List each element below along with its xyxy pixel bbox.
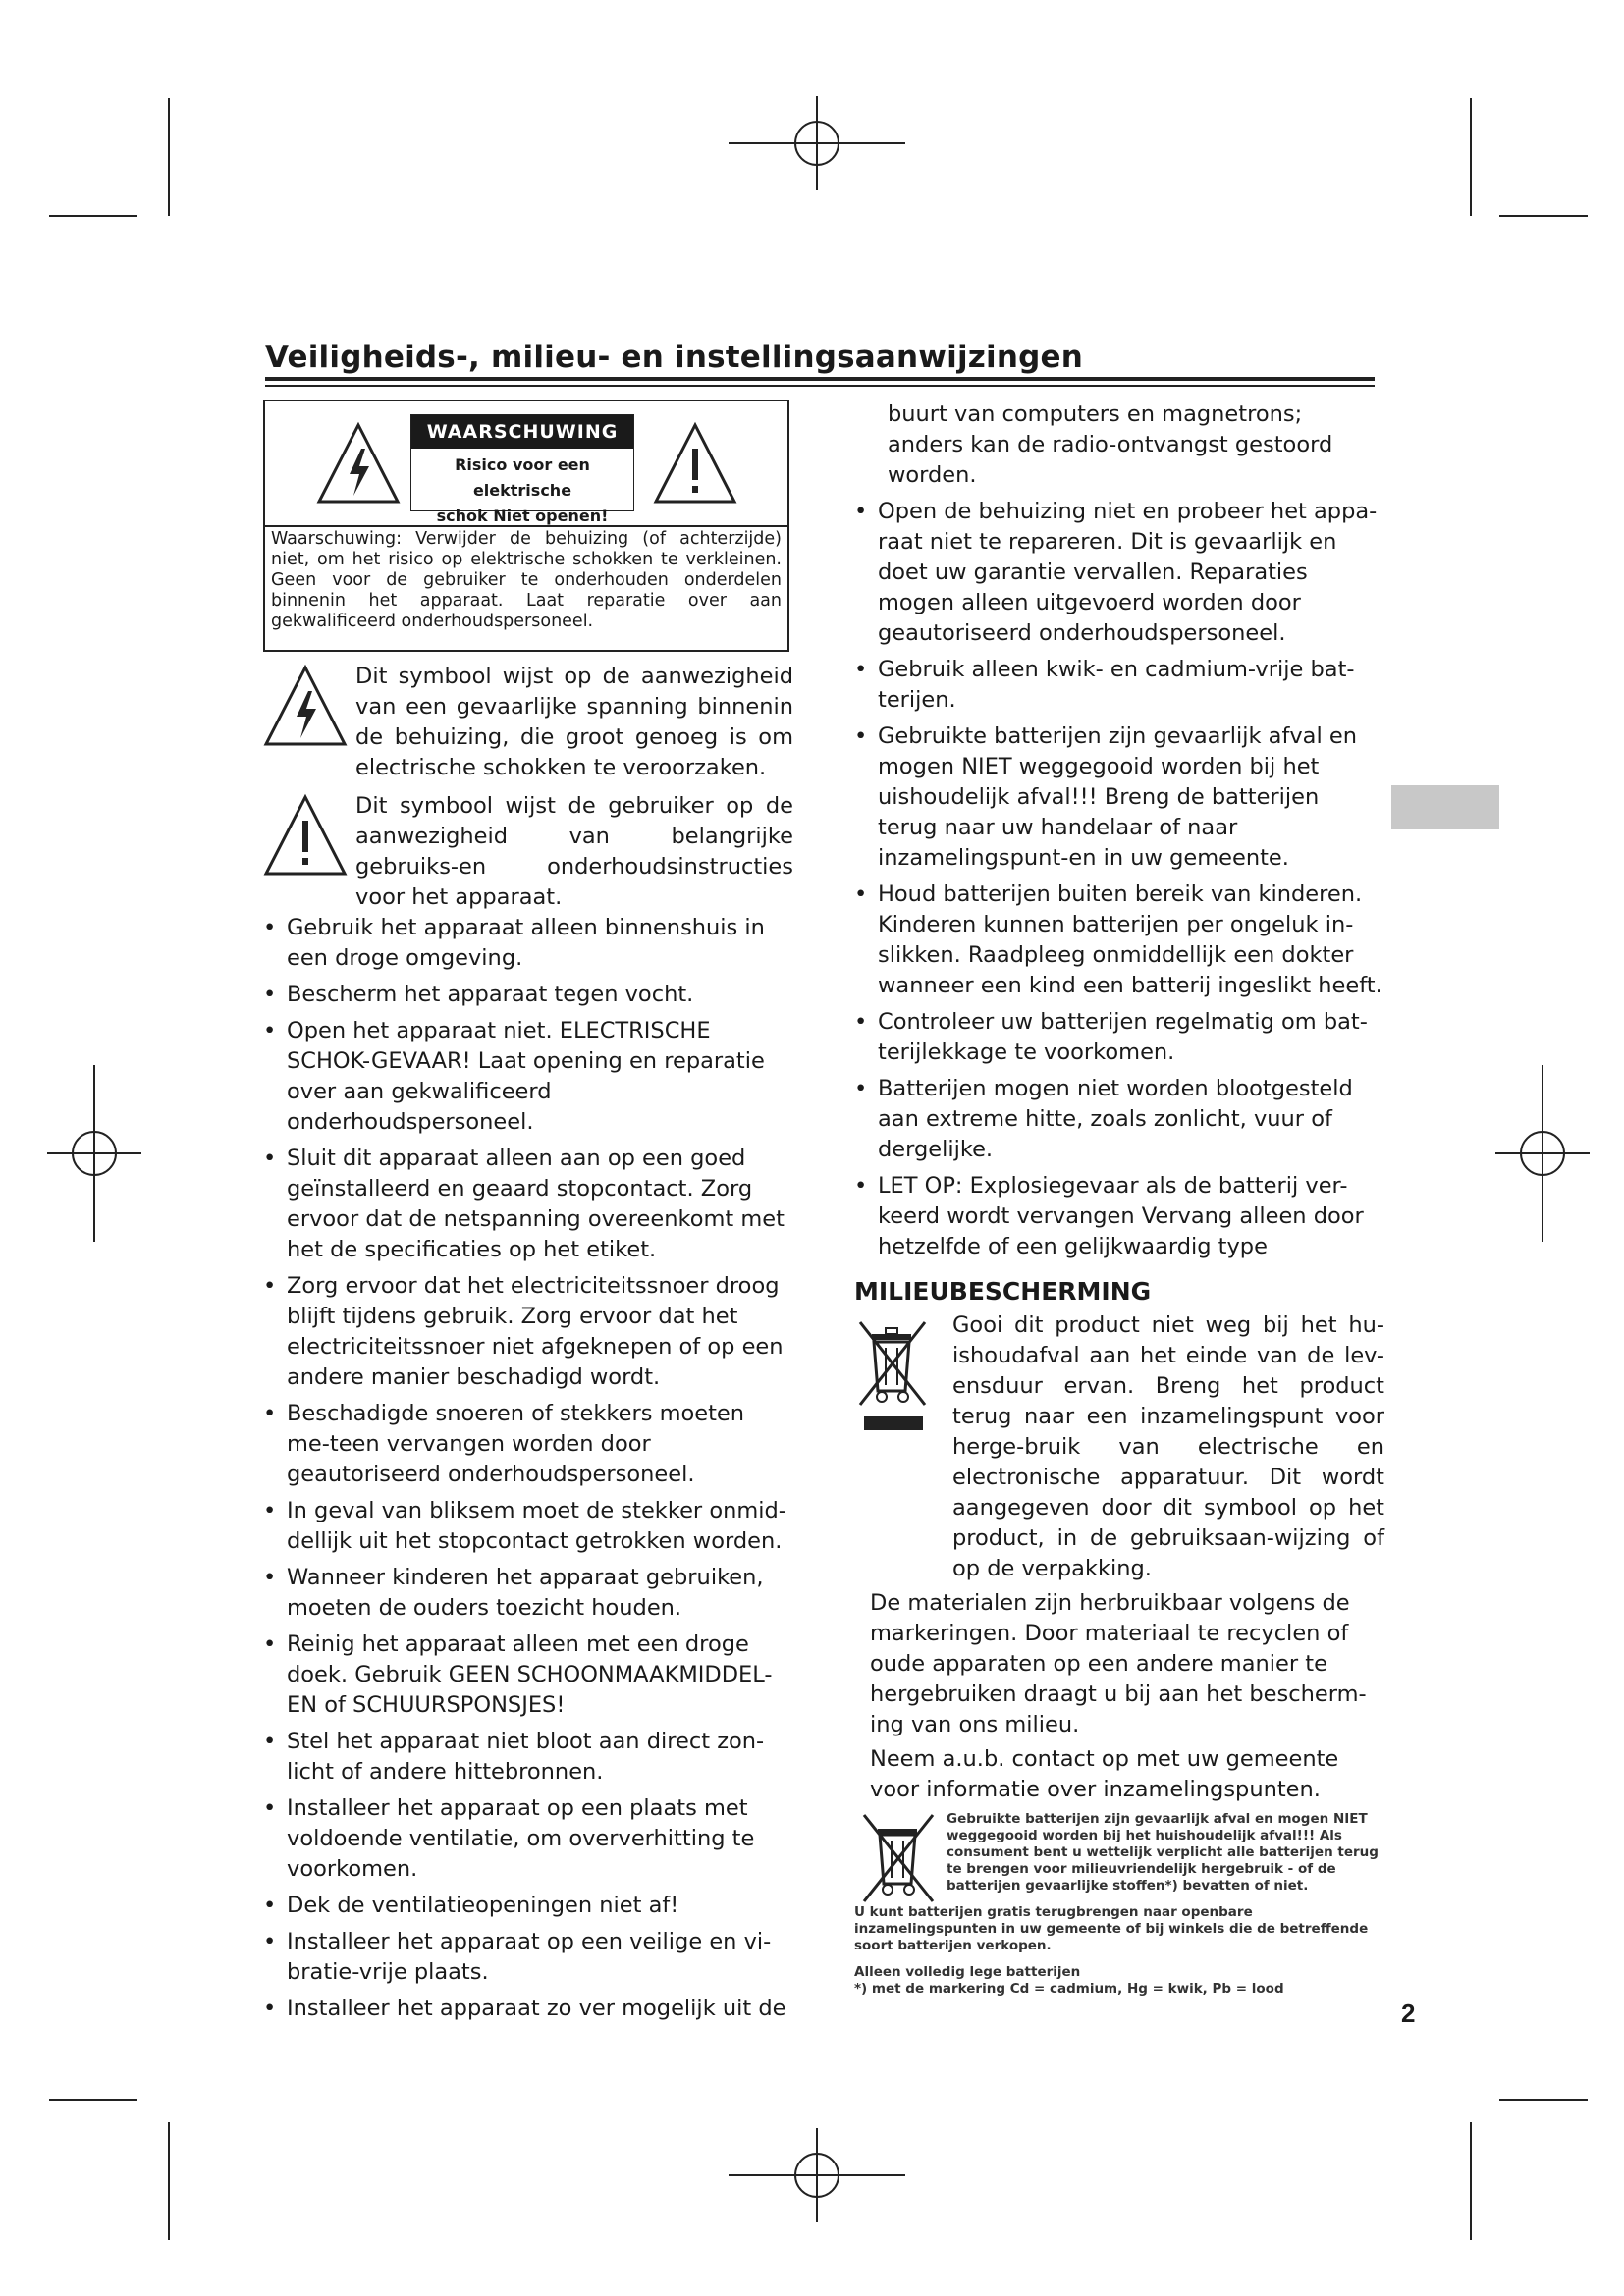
crop-mark	[168, 98, 170, 216]
warning-body: Waarschuwing: Verwijder de behuizing (of achterzijde) niet, om het risico op elektrische schokken te verkleinen. Geen voor de gebruiker te onderhouden onderdelen binnenin het apparaat. Laat reparatie over aan gekwalificeerd onderhoudspersoneel.	[271, 529, 782, 631]
list-item: • Batterijen mogen niet worden blootgesteld aan extreme hitte, zoals zonlicht, vuur of dergelijke.	[854, 1076, 1353, 1162]
safety-list-right	[854, 497, 1384, 1262]
list-item: • Stel het apparaat niet bloot aan direct zon-licht of andere hittebronnen.	[263, 1729, 765, 1785]
list-item: • LET OP: Explosiegevaar als de batterij ver-keerd wordt vervangen Vervang alleen door hetzelfde of een gelijkwaardig type	[854, 1173, 1364, 1259]
exclamation-warning-icon	[653, 421, 737, 506]
list-item: • Gebruik alleen kwik- en cadmium-vrije bat-terijen.	[854, 657, 1355, 713]
crop-mark	[1470, 2122, 1472, 2240]
registration-mark-bottom	[729, 2128, 905, 2222]
list-item: • Open het apparaat niet. ELECTRISCHE SCHOK-GEVAAR! Laat opening en reparatie over aan gekwalificeerd onderhoudspersoneel.	[263, 1018, 765, 1135]
crop-mark	[49, 215, 137, 217]
list-item: • Zorg ervoor dat het electriciteitssnoer droog blijft tijdens gebruik. Zorg ervoor dat het electriciteitssnoer niet afgeknepen of op een andere manier beschadigd wordt.	[263, 1273, 784, 1390]
crossed-bin-icon	[854, 1316, 933, 1434]
list-item: • Installeer het apparaat op een veilige en vi-bratie-vrije plaats.	[263, 1929, 772, 1985]
list-item: • Reinig het apparaat alleen met een droge doek. Gebruik GEEN SCHOONMAAKMIDDEL-EN of SCHUURSPONSJES!	[263, 1631, 773, 1718]
section-heading: MILIEUBESCHERMING	[854, 1277, 1152, 1306]
exclamation-symbol-note: Dit symbool wijst de gebruiker op de aanwezigheid van belangrijke gebruiks-en onderhoudsinstructies voor het apparaat.	[263, 791, 793, 913]
title-rule	[265, 385, 1375, 387]
list-item: • Controleer uw batterijen regelmatig om bat-terijlekkage te voorkomen.	[854, 1009, 1368, 1065]
continued-text: buurt van computers en magnetrons; anders kan de radio-ontvangst gestoord worden.	[888, 401, 1333, 488]
registration-mark-left	[47, 1065, 141, 1242]
milieu-paragraph: De materialen zijn herbruikbaar volgens de markeringen. Door materiaal te recyclen of oude apparaten op een andere manier te hergebruiken draagt u bij aan het bescherm-ing van ons milieu.	[870, 1590, 1367, 1737]
lightning-symbol-note: Dit symbool wijst op de aanwezigheid van een gevaarlijke spanning binnenin de behuizing, die groot genoeg is om electrische schokken te veroorzaken.	[263, 662, 793, 783]
battery-footnote: *) met de markering Cd = cadmium, Hg = kwik, Pb = lood	[854, 1981, 1284, 1997]
warning-label	[410, 414, 634, 525]
crop-mark	[1470, 98, 1472, 216]
safety-list-left	[263, 913, 793, 2024]
milieu-paragraph: Neem a.u.b. contact op met uw gemeente voor informatie over inzamelingspunten.	[870, 1746, 1339, 1802]
list-item: • Open de behuizing niet en probeer het appa-raat niet te repareren. Dit is gevaarlijk en doet uw garantie vervallen. Reparaties mogen alleen uitgevoerd worden door geautoriseerd onderhoudspersoneel.	[854, 499, 1378, 646]
registration-mark-top	[729, 96, 905, 190]
right-column	[854, 400, 1384, 1998]
registration-mark-right	[1495, 1065, 1590, 1242]
crop-mark	[1499, 215, 1588, 217]
crossed-bin-icon	[860, 1811, 939, 1909]
lightning-symbol-icon	[263, 664, 348, 748]
crop-mark	[1499, 2099, 1588, 2101]
battery-return: U kunt batterijen gratis terugbrengen naar openbare inzamelingspunten in uw gemeente of bij winkels die de betreffende soort batterijen verkopen.	[854, 1904, 1369, 1953]
section-tab	[1391, 785, 1499, 829]
battery-empty: Alleen volledig lege batterijen	[854, 1964, 1081, 1980]
weee-note: Gooi dit product niet weg bij het hu-ishoudafval aan het einde van de lev-ensduur ervan. Breng het product terug naar een inzamelingspunt voor herge-bruik van electrische en electronische apparatuur. Dit wordt aangegeven door dit symbool op het product, in de gebruiksaan-wijzing of op de verpakking.	[854, 1310, 1384, 1584]
warning-risk-text: Risico voor een elektrische schok Niet openen!	[436, 455, 609, 525]
list-item: • Sluit dit apparaat alleen aan op een goed geïnstalleerd en geaard stopcontact. Zorg ervoor dat de netspanning overeenkomt met het de specificaties op het etiket.	[263, 1146, 785, 1262]
warning-box	[263, 400, 789, 652]
list-item: • Installeer het apparaat zo ver mogelijk uit de	[263, 1996, 786, 2021]
list-item: • Gebruik het apparaat alleen binnenshuis in een droge omgeving.	[263, 915, 765, 971]
warning-title: WAARSCHUWING	[411, 415, 633, 449]
list-item: • Installeer het apparaat op een plaats met voldoende ventilatie, om oververhitting te voorkomen.	[263, 1795, 755, 1882]
crop-mark	[168, 2122, 170, 2240]
left-column	[263, 400, 793, 2030]
lightning-warning-icon	[316, 421, 401, 506]
title-rule	[265, 377, 1375, 381]
list-item: • Gebruikte batterijen zijn gevaarlijk afval en mogen NIET weggegooid worden bij het uishoudelijk afval!!! Breng de batterijen terug naar uw handelaar of naar inzamelingspunt-en in uw gemeente.	[854, 723, 1357, 871]
page-title: Veiligheids-, milieu- en instellingsaanwijzingen	[265, 340, 1084, 375]
list-item: • In geval van bliksem moet de stekker onmid-dellijk uit het stopcontact getrokken worden.	[263, 1498, 786, 1554]
battery-notice: Gebruikte batterijen zijn gevaarlijk afval en mogen NIET weggegooid worden bij het huishoudelijk afval!!! Als consument bent u wettelijk verplicht alle batterijen terug te brengen voor milieuvriendelijk hergebruik - of de batterijen gevaarlijke stoffen*) bevatten of niet.	[854, 1811, 1384, 1895]
list-item: • Houd batterijen buiten bereik van kinderen. Kinderen kunnen batterijen per ongeluk in-slikken. Raadpleeg onmiddellijk een dokter wanneer een kind een batterij ingeslikt heeft.	[854, 881, 1382, 998]
list-item: • Wanneer kinderen het apparaat gebruiken, moeten de ouders toezicht houden.	[263, 1565, 764, 1621]
crop-mark	[49, 2099, 137, 2101]
list-item: • Beschadigde snoeren of stekkers moeten me-teen vervangen worden door geautoriseerd onderhoudspersoneel.	[263, 1401, 745, 1487]
list-item: • Dek de ventilatieopeningen niet af!	[263, 1893, 679, 1918]
page-number: 2	[1401, 1999, 1416, 2028]
exclamation-symbol-icon	[263, 793, 348, 878]
list-item: • Bescherm het apparaat tegen vocht.	[263, 982, 694, 1007]
